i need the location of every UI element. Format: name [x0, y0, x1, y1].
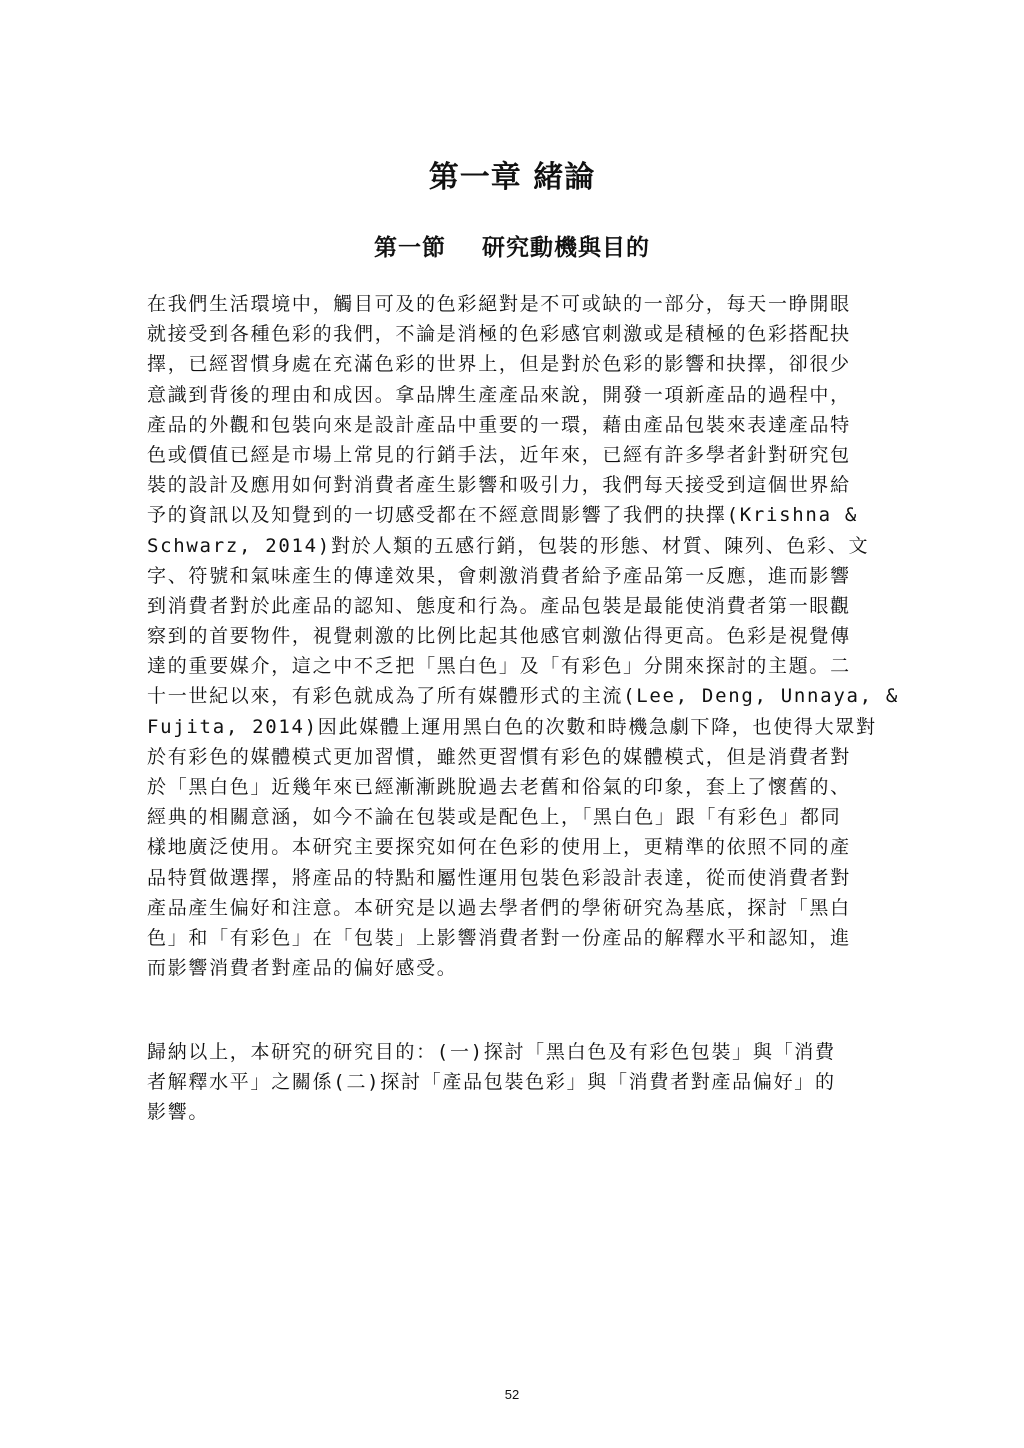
paragraph-line: 達的重要媒介，這之中不乏把「黑白色」及「有彩色」分開來探討的主題。二 [147, 655, 851, 678]
paragraph-line: Schwarz, 2014)對於人類的五感行銷，包裝的形態、材質、陳列、色彩、文 [147, 534, 870, 557]
section-heading [0, 228, 1024, 268]
paragraph-line: 察到的首要物件，視覺刺激的比例比起其他感官刺激佔得更高。色彩是視覺傳 [147, 625, 851, 648]
paragraph-line: 擇，已經習慣身處在充滿色彩的世界上，但是對於色彩的影響和抉擇，卻很少 [147, 353, 851, 376]
paragraph-line: 經典的相關意涵，如今不論在包裝或是配色上，「黑白色」跟「有彩色」都同 [147, 806, 842, 829]
chapter-title: 第一章 緒論 [428, 160, 596, 195]
section-number: 第一節 [374, 234, 446, 261]
paragraph-line: 裝的設計及應用如何對消費者產生影響和吸引力，我們每天接受到這個世界給 [147, 474, 851, 497]
paragraph-line: 品特質做選擇，將產品的特點和屬性運用包裝色彩設計表達，從而使消費者對 [147, 866, 851, 889]
paragraph-line: 予的資訊以及知覺到的一切感受都在不經意間影響了我們的抉擇(Krishna & [147, 504, 858, 527]
paragraph-line: 到消費者對於此產品的認知、態度和行為。產品包裝是最能使消費者第一眼觀 [147, 594, 851, 617]
paragraph-line: 影響。 [147, 1101, 210, 1124]
paragraph-line: 產品的外觀和包裝向來是設計產品中重要的一環，藉由產品包裝來表達產品特 [147, 413, 851, 436]
paragraph-objectives [147, 1037, 882, 1128]
paragraph-line: 者解釋水平」之關係(二)探討「產品包裝色彩」與「消費者對產品偏好」的 [147, 1071, 836, 1094]
paragraph-line: 於「黑白色」近幾年來已經漸漸跳脫過去老舊和俗氣的印象，套上了懷舊的、 [147, 776, 851, 798]
paragraph-line: 於有彩色的媒體模式更加習慣，雖然更習慣有彩色的媒體模式，但是消費者對 [147, 745, 851, 768]
paragraph-motivation [147, 289, 900, 983]
paragraph-line: 歸納以上，本研究的研究目的：(一)探討「黑白色及有彩色包裝」與「消費 [147, 1041, 836, 1063]
paragraph-line: 十一世紀以來，有彩色就成為了所有媒體形式的主流(Lee, Deng, Unnaya, & [147, 685, 900, 708]
paragraph-line: Fujita, 2014)因此媒體上運用黑白色的次數和時機急劇下降，也使得大眾對 [147, 715, 877, 738]
paragraph-line: 就接受到各種色彩的我們，不論是消極的色彩感官刺激或是積極的色彩搭配抉 [147, 323, 851, 346]
paragraph-line: 產品產生偏好和注意。本研究是以過去學者們的學術研究為基底，探討「黑白 [147, 896, 851, 919]
paragraph-line: 色」和「有彩色」在「包裝」上影響消費者對一份產品的解釋水平和認知，進 [147, 926, 851, 949]
paragraph-line: 樣地廣泛使用。本研究主要探究如何在色彩的使用上，更精準的依照不同的產 [147, 836, 851, 859]
page-number: 52 [504, 1387, 520, 1402]
section-title: 研究動機與目的 [482, 234, 650, 261]
paragraph-line: 意識到背後的理由和成因。拿品牌生產產品來說，開發一項新產品的過程中， [147, 383, 851, 406]
paragraph-line: 而影響消費者對產品的偏好感受。 [147, 957, 458, 980]
paragraph-line: 色或價值已經是市場上常見的行銷手法，近年來，已經有許多學者針對研究包 [147, 443, 851, 466]
paragraph-line: 字、符號和氣味產生的傳達效果，會刺激消費者給予產品第一反應，進而影響 [147, 564, 851, 587]
paragraph-line: 在我們生活環境中，觸目可及的色彩絕對是不可或缺的一部分，每天一睁開眼 [147, 293, 851, 315]
